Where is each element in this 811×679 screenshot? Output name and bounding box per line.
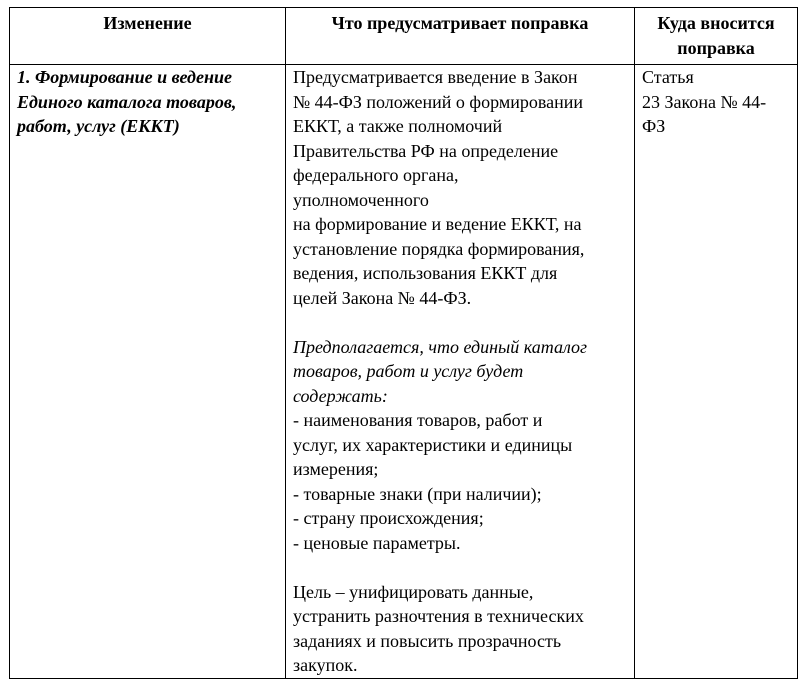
- header-description: Что предусматривает поправка: [286, 8, 635, 65]
- blank-line: [293, 555, 627, 580]
- header-change: Изменение: [10, 8, 286, 65]
- amendments-table: [9, 7, 798, 679]
- change-cell: 1. Формирование и ведение Единого каталога товаров, работ, услуг (ЕККТ): [10, 65, 286, 679]
- location-cell: Статья 23 Закона № 44- ФЗ: [635, 65, 798, 679]
- blank-line: [293, 310, 627, 335]
- header-location: Куда вносится поправка: [635, 8, 798, 65]
- table-row: [10, 65, 798, 679]
- table-header-row: [10, 8, 798, 65]
- description-cell: Предусматривается введение в Закон № 44-ФЗ положений о формировании ЕККТ, а также полномочий Правительства РФ на определение федерального органа, уполномоченного на формирование и ведение ЕККТ, на установление порядка формирования, ведения, использования ЕККТ для целей Закона № 44-ФЗ. Предполагается, что единый каталог товаров, работ и услуг будет содержать: - наименования товаров, работ и услуг, их характеристики и единицы измерения; - товарные знаки (при наличии); - страну происхождения; - ценовые параметры. Цель – унифицировать данные, устранить разночтения в технических заданиях и повысить прозрачность закупок.: [286, 65, 635, 679]
